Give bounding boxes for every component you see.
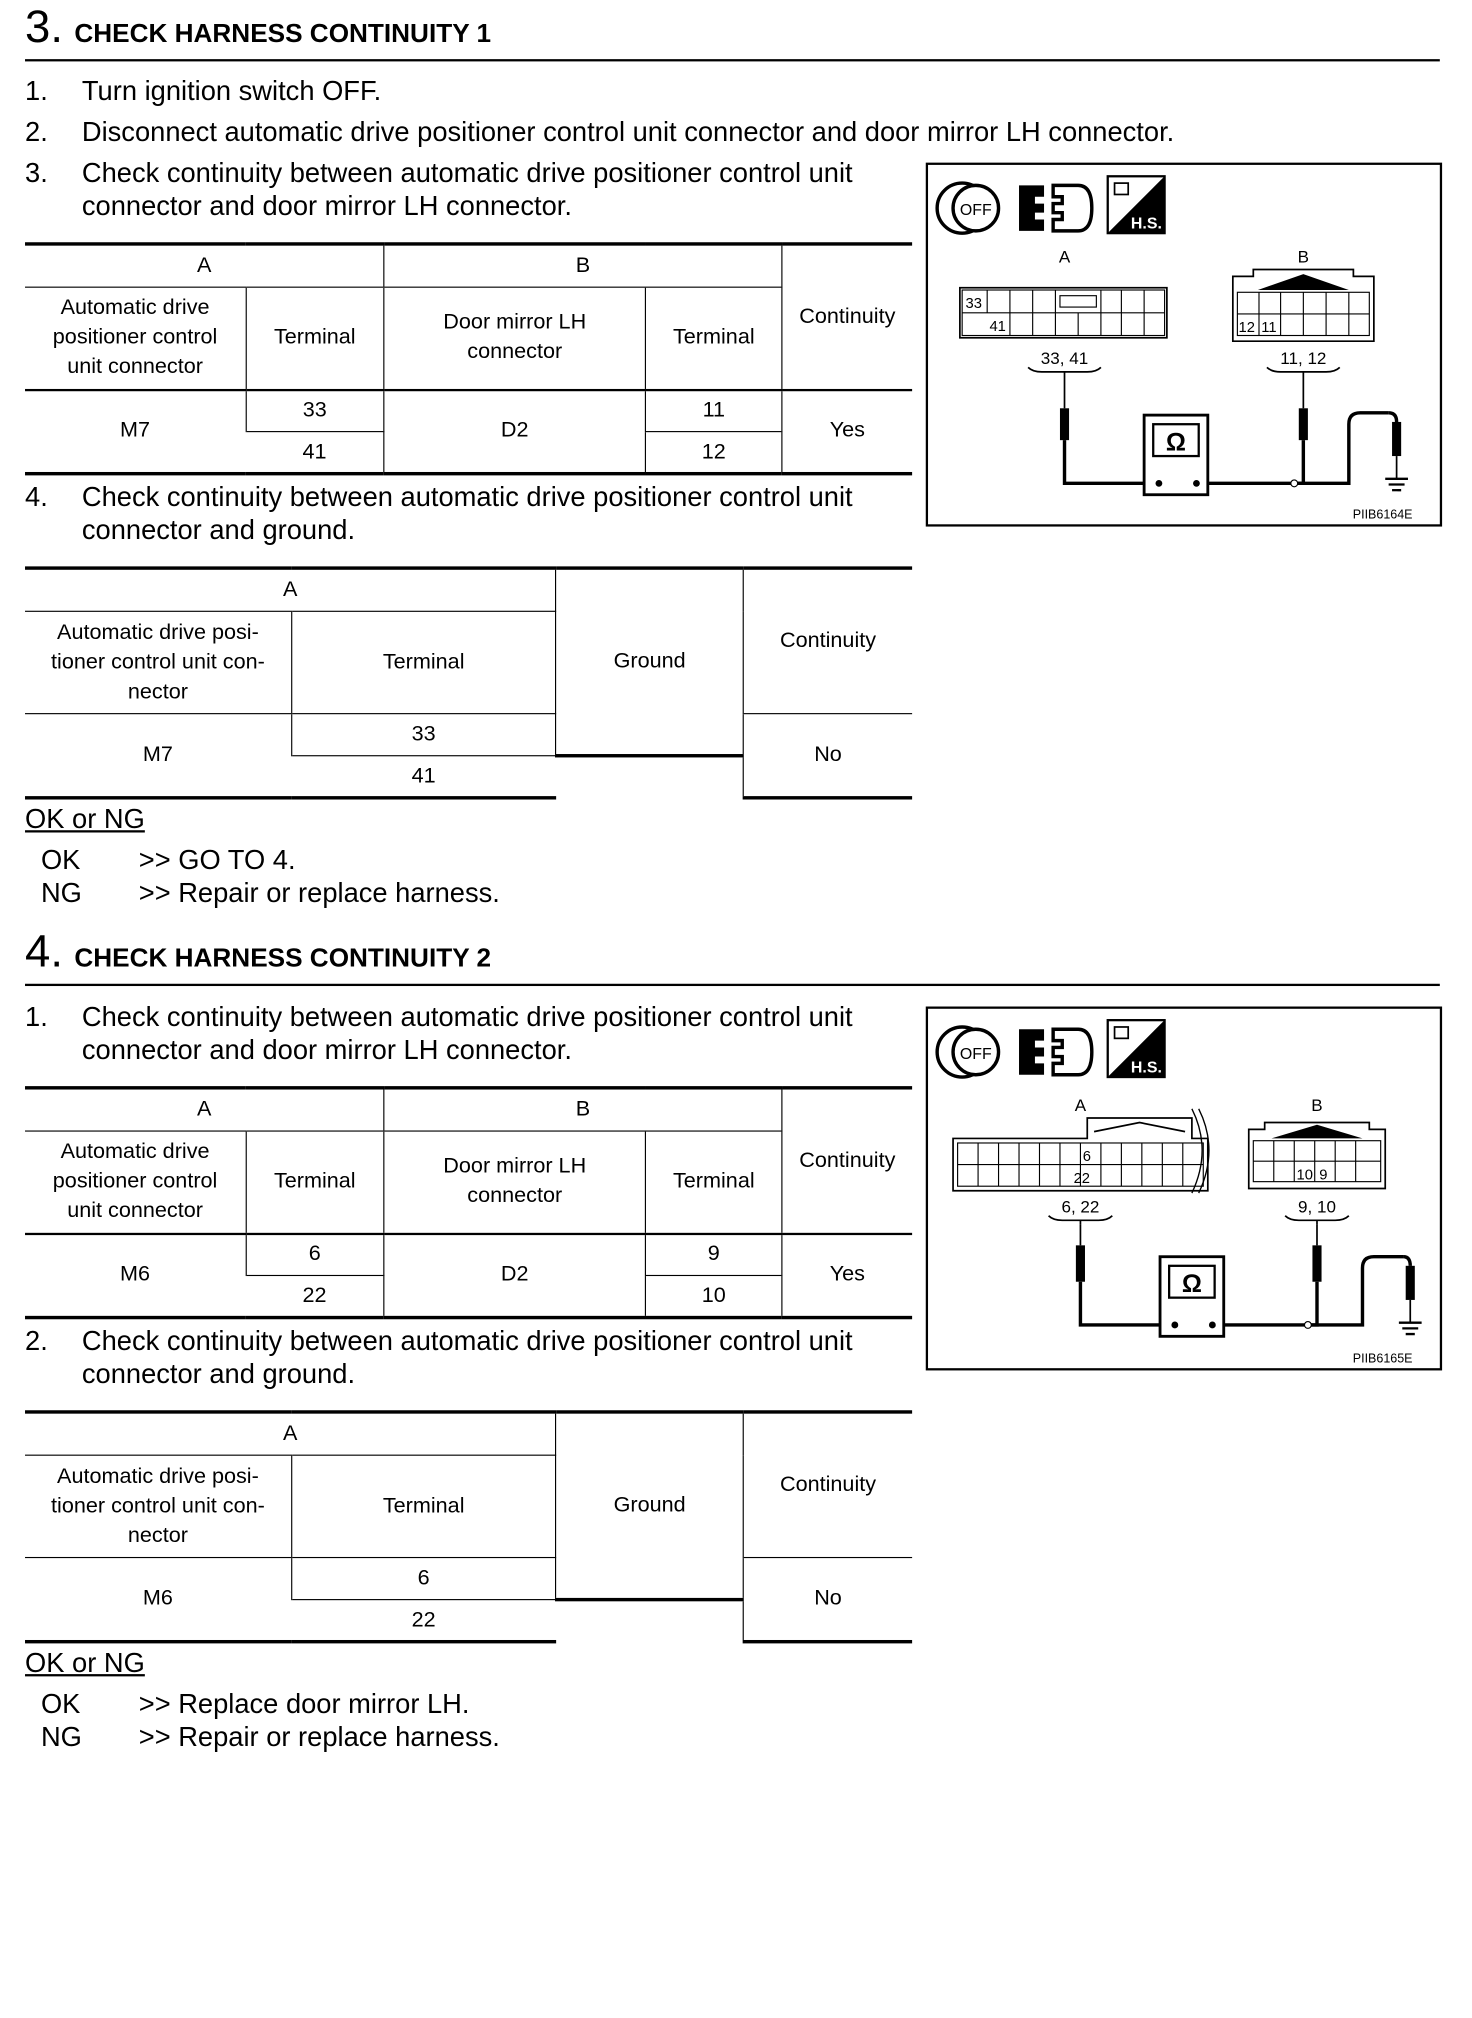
step-3-continuity-table-2: [25, 566, 912, 799]
step-3-rule: [25, 59, 1440, 61]
table-cell-connector-a: M7: [25, 714, 291, 798]
table-header-terminal-a: Terminal: [246, 1131, 384, 1233]
table-cell-terminal-a2: 41: [291, 756, 556, 798]
svg-text:Ω: Ω: [1181, 1269, 1202, 1298]
table-cell-continuity: No: [743, 1558, 912, 1642]
step-4-ok-result: OK >> Replace door mirror LH.: [40, 1688, 470, 1720]
ohmmeter-icon: [1144, 415, 1208, 495]
table-cell-terminal-a2: 22: [246, 1275, 384, 1317]
table-header-continuity: Continuity: [782, 244, 912, 390]
connector-b-label: B: [1311, 1096, 1323, 1116]
ground-icon: [1385, 479, 1408, 490]
connector-disconnect-icon: [1019, 1029, 1092, 1074]
step-3-continuity-table-1: [25, 242, 912, 475]
figure-code: PIIB6165E: [1352, 1351, 1413, 1366]
pin-label: 33: [965, 296, 983, 313]
connector-a-label: A: [1074, 1096, 1087, 1116]
table-cell-terminal-b1: 9: [646, 1233, 782, 1275]
ohmmeter-icon: [1160, 1257, 1224, 1337]
step-3-heading: 3 . CHECK HARNESS CONTINUITY 1: [25, 2, 491, 53]
step-3-instruction-2: 2. Disconnect automatic drive positioner control unit connector and door mirror LH connector.: [25, 117, 1175, 148]
table-header-continuity: Continuity: [782, 1088, 912, 1234]
step-3-title: CHECK HARNESS CONTINUITY 1: [74, 18, 491, 48]
pin-label: 41: [989, 318, 1006, 335]
table-cell-terminal-b2: 10: [646, 1275, 782, 1317]
table-header-a: A: [25, 568, 556, 611]
table-header-b: B: [384, 1088, 782, 1131]
harness-hs-icon: [1108, 176, 1165, 233]
connector-a-label: A: [1058, 247, 1071, 267]
table-header-a: A: [25, 244, 384, 287]
table-cell-terminal-a2: 41: [246, 432, 384, 474]
harness-hs-icon: [1108, 1020, 1165, 1077]
table-cell-terminal-a1: 33: [246, 390, 384, 432]
table-header-connector-a: Automatic drive positioner control unit connector: [25, 1131, 246, 1233]
table-header-continuity: Continuity: [743, 568, 912, 714]
step-3-instruction-4: 4. Check continuity between automatic drive positioner control unit connector and ground.: [25, 482, 853, 546]
connector-a-drawing: [953, 1109, 1209, 1193]
terminal-callout-a: 6, 22: [1061, 1197, 1100, 1217]
table-cell-terminal-b2: 12: [646, 432, 782, 474]
table-cell-terminal-a2: 22: [291, 1600, 556, 1642]
table-header-terminal-a: Terminal: [291, 611, 556, 713]
table-header-ground: Ground: [556, 568, 743, 756]
table-cell-connector-b: D2: [384, 390, 646, 474]
step-3-ok-or-ng-heading: OK or NG: [25, 804, 145, 835]
table-cell-connector-a: M7: [25, 390, 246, 474]
step-3-ng-result: NG >> Repair or replace harness.: [40, 877, 500, 909]
connector-b-label: B: [1297, 247, 1310, 267]
step-4-ng-result: NG >> Repair or replace harness.: [40, 1721, 500, 1753]
ground-icon: [1399, 1323, 1422, 1334]
figure-code: PIIB6164E: [1352, 507, 1413, 522]
step-4-wiring-figure: [926, 1007, 1442, 1371]
table-cell-terminal-a1: 33: [291, 714, 556, 756]
step-4-number: 4: [25, 926, 51, 977]
connector-b-drawing: [1233, 270, 1374, 342]
table-header-connector-a: Automatic drive positioner control unit connector: [25, 287, 246, 389]
step-4-heading: 4 . CHECK HARNESS CONTINUITY 2: [25, 926, 491, 977]
svg-text:OFF: OFF: [959, 201, 992, 219]
step-4-continuity-table-2: [25, 1410, 912, 1643]
table-cell-terminal-a1: 6: [246, 1233, 384, 1275]
table-header-continuity: Continuity: [743, 1412, 912, 1558]
step-3-instruction-3: 3. Check continuity between automatic drive positioner control unit connector and door mirror LH connector.: [25, 158, 853, 222]
step-4-instruction-2: 2. Check continuity between automatic drive positioner control unit connector and ground.: [25, 1326, 853, 1390]
table-header-connector-a: Automatic drive posi-tioner control unit con-nector: [25, 1455, 291, 1557]
table-header-connector-b: Door mirror LH connector: [384, 1131, 646, 1233]
table-cell-connector-b: D2: [384, 1233, 646, 1317]
table-header-ground: Ground: [556, 1412, 743, 1600]
table-cell-continuity: No: [743, 714, 912, 798]
table-header-terminal-b: Terminal: [646, 1131, 782, 1233]
svg-text:OFF: OFF: [959, 1045, 992, 1063]
ignition-off-icon: [937, 183, 998, 233]
step-3-wiring-figure: [926, 163, 1442, 527]
table-header-a: A: [25, 1412, 556, 1455]
terminal-callout-b: 11, 12: [1280, 348, 1327, 368]
ignition-off-icon: [937, 1027, 998, 1077]
step-3-instruction-1: 1. Turn ignition switch OFF.: [25, 76, 382, 107]
step-4-title: CHECK HARNESS CONTINUITY 2: [74, 942, 491, 973]
pin-label: 22: [1073, 1170, 1091, 1187]
connector-b-drawing: [1249, 1123, 1385, 1189]
pin-label: 10: [1296, 1167, 1313, 1184]
table-cell-terminal-b1: 11: [646, 390, 782, 432]
table-cell-continuity: Yes: [782, 1233, 912, 1317]
pin-label: 12: [1238, 320, 1255, 337]
svg-text:H.S.: H.S.: [1130, 215, 1162, 233]
table-header-a: A: [25, 1088, 384, 1131]
pin-label: 9: [1319, 1167, 1328, 1184]
table-header-connector-b: Door mirror LH connector: [384, 287, 646, 389]
step-3-number: 3: [25, 2, 51, 53]
svg-text:Ω: Ω: [1165, 428, 1186, 457]
terminal-callout-a: 33, 41: [1040, 348, 1089, 368]
table-header-connector-a: Automatic drive posi-tioner control unit con-nector: [25, 611, 291, 713]
step-4-instruction-1: 1. Check continuity between automatic drive positioner control unit connector and door mirror LH connector.: [25, 1001, 853, 1066]
step-4-rule: [25, 984, 1440, 986]
connector-a-drawing: [960, 288, 1167, 338]
table-header-terminal-a: Terminal: [291, 1455, 556, 1557]
pin-label: 11: [1261, 320, 1277, 337]
connector-disconnect-icon: [1019, 185, 1092, 230]
svg-text:H.S.: H.S.: [1130, 1059, 1162, 1077]
table-cell-terminal-a1: 6: [291, 1558, 556, 1600]
table-cell-continuity: Yes: [782, 390, 912, 474]
step-3-ok-result: OK >> GO TO 4.: [40, 845, 296, 876]
table-cell-connector-a: M6: [25, 1558, 291, 1642]
pin-label: 6: [1082, 1149, 1091, 1166]
table-header-terminal-b: Terminal: [646, 287, 782, 389]
table-header-b: B: [384, 244, 782, 287]
table-cell-connector-a: M6: [25, 1233, 246, 1317]
step-4-ok-or-ng-heading: OK or NG: [25, 1647, 145, 1679]
terminal-callout-b: 9, 10: [1298, 1197, 1336, 1217]
table-header-terminal-a: Terminal: [246, 287, 384, 389]
step-4-continuity-table-1: [25, 1086, 912, 1319]
